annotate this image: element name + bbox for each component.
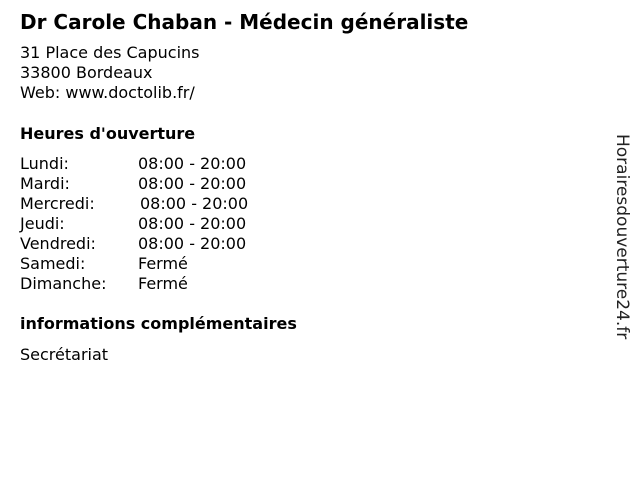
- hours-row-tuesday: [20, 174, 280, 194]
- day-label: Mercredi:: [20, 194, 95, 213]
- day-hours: 08:00 - 20:00: [138, 214, 247, 233]
- address-block: [20, 43, 199, 103]
- watermark-text: Horairesdouverture24.fr: [612, 134, 632, 340]
- hours-row-wednesday: [20, 194, 280, 214]
- day-label: Dimanche:: [20, 274, 107, 293]
- hours-row-sunday: [20, 274, 280, 294]
- hours-row-saturday: [20, 254, 280, 274]
- day-hours: 08:00 - 20:00: [138, 154, 247, 173]
- address-city: 33800 Bordeaux: [20, 63, 153, 82]
- day-hours: 08:00 - 20:00: [138, 174, 247, 193]
- day-label: Mardi:: [20, 174, 70, 193]
- watermark: [612, 134, 634, 344]
- page-title: Dr Carole Chaban - Médecin généraliste: [20, 10, 469, 34]
- website-text: Web: www.doctolib.fr/: [20, 83, 195, 102]
- day-label: Jeudi:: [20, 214, 65, 233]
- day-label: Samedi:: [20, 254, 86, 273]
- additional-info-text: Secrétariat: [20, 345, 109, 364]
- day-hours: 08:00 - 20:00: [138, 234, 247, 253]
- day-hours: Fermé: [138, 254, 188, 273]
- day-hours: 08:00 - 20:00: [140, 194, 249, 213]
- opening-hours-heading: Heures d'ouverture: [20, 124, 196, 143]
- additional-info-heading: informations complémentaires: [20, 314, 297, 333]
- day-label: Lundi:: [20, 154, 69, 173]
- hours-row-monday: [20, 154, 280, 174]
- address-street: 31 Place des Capucins: [20, 43, 200, 62]
- day-hours: Fermé: [138, 274, 188, 293]
- opening-hours-table: [20, 154, 280, 294]
- day-label: Vendredi:: [20, 234, 96, 253]
- hours-row-thursday: [20, 214, 280, 234]
- hours-row-friday: [20, 234, 280, 254]
